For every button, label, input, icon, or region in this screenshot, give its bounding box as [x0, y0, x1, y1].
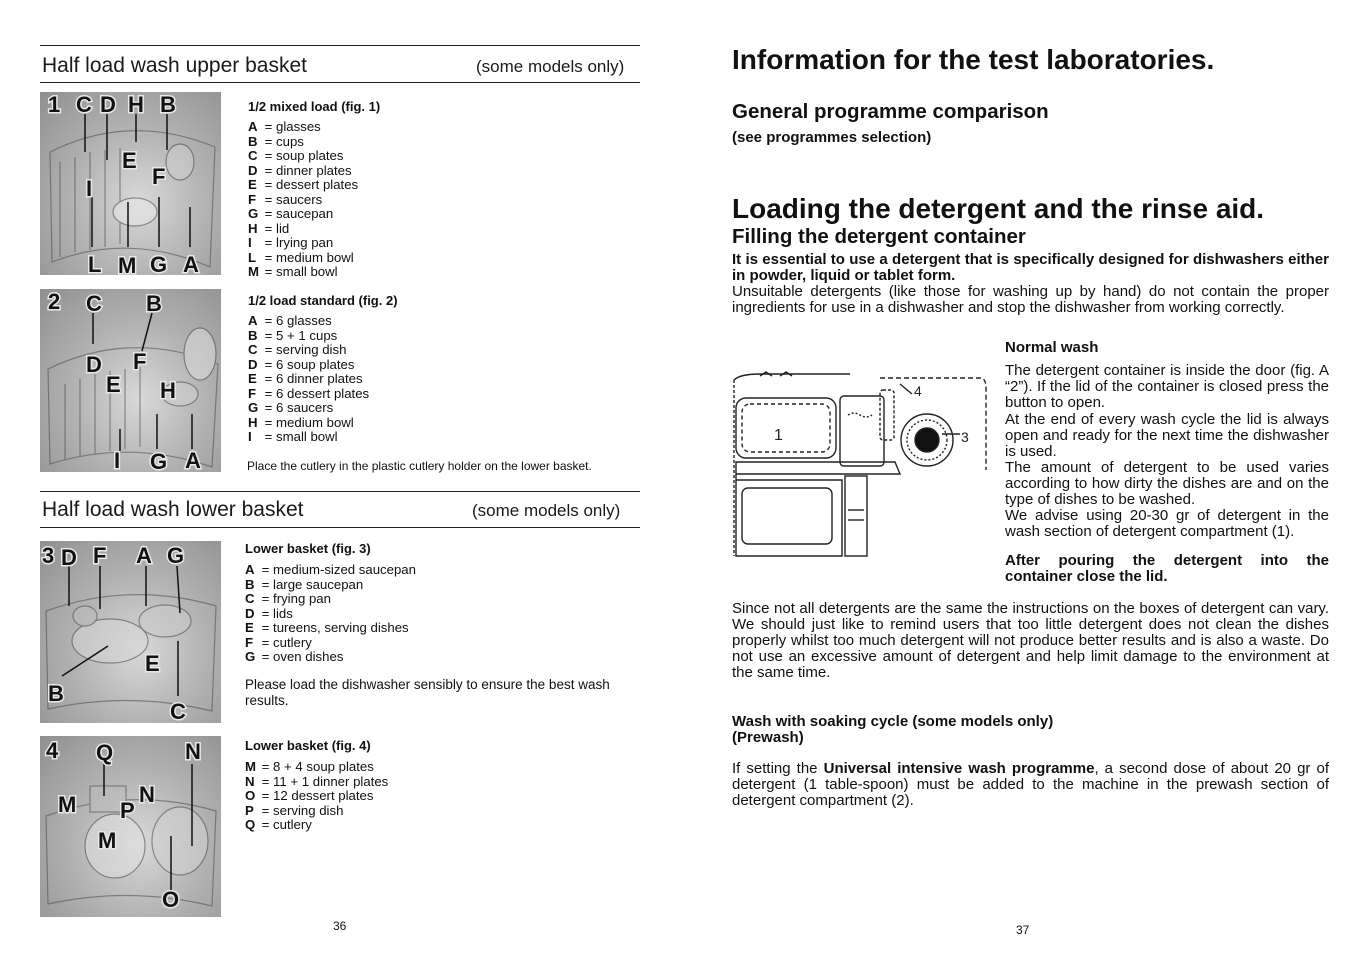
- fig3-label: B: [48, 681, 64, 706]
- since-not-all-text: Since not all detergents are the same the instructions on the boxes of detergent can vary. We should just like to remind users that too little detergent does not clean the dishes properly whilst too much detergent will not produce better results and is also a waste. Do not use an excessive amount of detergent and help limit damage to the environment at the same time.: [732, 600, 1329, 681]
- fig3-label: F: [93, 543, 107, 568]
- legend-row: [248, 372, 369, 387]
- fig1-label: F: [152, 164, 166, 189]
- soaking-cycle-title: Wash with soaking cycle (some models only): [732, 713, 1054, 730]
- fig4-title: Lower basket (fig. 4): [245, 738, 371, 753]
- legend-text: = medium bowl: [264, 249, 354, 265]
- fig2-label: A: [185, 448, 201, 472]
- fig1-number: 1: [48, 92, 61, 117]
- legend-text: = lids: [261, 605, 293, 621]
- lower-section-note: (some models only): [472, 501, 621, 520]
- upper-section-note: (some models only): [476, 57, 625, 76]
- soak-text-bold: Universal intensive wash programme: [823, 760, 1095, 777]
- fig1-label: M: [118, 253, 137, 275]
- fig2-label: F: [133, 349, 147, 374]
- soak-text-pre: If setting the: [732, 760, 824, 777]
- legend-row: [245, 760, 388, 775]
- legend-row: [248, 358, 369, 373]
- fig3-legend: [245, 563, 416, 665]
- fig4-number: 4: [46, 738, 59, 763]
- after-pouring-text: After pouring the detergent into the container close the lid.: [1005, 552, 1329, 585]
- legend-text: = saucepan: [264, 206, 334, 221]
- legend-key: C: [248, 342, 258, 357]
- fig3-label: D: [61, 545, 77, 570]
- legend-key: E: [248, 371, 257, 386]
- legend-row: [248, 178, 358, 193]
- legend-key: N: [245, 773, 255, 789]
- fig4-label: P: [120, 798, 135, 823]
- fig1-label: A: [183, 252, 199, 275]
- fig4-label: N: [139, 782, 155, 807]
- fig2-label: E: [106, 372, 121, 397]
- legend-text: = glasses: [264, 119, 321, 134]
- lower-section-title: Half load wash lower basket: [42, 498, 304, 521]
- legend-text: = lrying pan: [264, 235, 334, 250]
- fig2-title: 1/2 load standard (fig. 2): [248, 293, 398, 308]
- legend-key: M: [248, 264, 259, 279]
- diagram-label-4: 4: [914, 383, 922, 399]
- legend-key: L: [248, 249, 257, 265]
- normal-wash-p4: We advise using 20-30 gr of detergent in the wash section of detergent compartment (1).: [1005, 507, 1329, 540]
- fig1-label: H: [128, 92, 144, 117]
- legend-text: = medium bowl: [264, 414, 354, 430]
- legend-text: = small bowl: [264, 429, 338, 444]
- fig3-label: E: [145, 651, 160, 676]
- fig1-label: C: [76, 92, 92, 117]
- fig2-note: Place the cutlery in the plastic cutlery holder on the lower basket.: [247, 459, 592, 473]
- legend-key: F: [248, 385, 257, 401]
- fig1-title: 1/2 mixed load (fig. 1): [248, 99, 381, 114]
- fig2-label: B: [146, 291, 162, 316]
- legend-text: = 6 glasses: [264, 313, 332, 328]
- legend-text: = 5 + 1 cups: [264, 327, 338, 343]
- legend-key: D: [248, 356, 258, 372]
- fig1-label: D: [100, 92, 116, 117]
- fig2-label: H: [160, 378, 176, 403]
- heading-programme-comparison: General programme comparison: [732, 100, 1049, 123]
- fig1-label: G: [150, 252, 168, 275]
- prewash-title: (Prewash): [732, 729, 804, 746]
- fig2-number: 2: [48, 289, 61, 314]
- fig1-label: I: [86, 176, 93, 201]
- legend-text: = soup plates: [264, 148, 344, 163]
- upper-section-top-rule: [40, 45, 640, 46]
- normal-wash-p1: The detergent container is inside the door (fig. A “2”). If the lid of the container is closed press the button to open.: [1005, 362, 1329, 411]
- legend-row: [245, 775, 388, 790]
- fig1-label: E: [122, 148, 137, 173]
- legend-row: [248, 135, 358, 150]
- legend-key: G: [245, 649, 256, 664]
- legend-row: [248, 329, 369, 344]
- legend-row: [248, 401, 369, 416]
- legend-text: = 6 dinner plates: [264, 371, 363, 386]
- fig3-title: Lower basket (fig. 3): [245, 541, 371, 556]
- legend-text: = cups: [264, 133, 304, 149]
- legend-key: P: [245, 802, 254, 818]
- unsuitable-detergents-text: Unsuitable detergents (like those for washing up by hand) do not contain the proper ingredients for use in a dishwasher and stop the dishwasher from working correctly.: [732, 283, 1329, 316]
- upper-section-bottom-rule: [40, 82, 640, 83]
- legend-key: E: [245, 620, 254, 635]
- legend-text: = dessert plates: [264, 177, 359, 192]
- normal-wash-p3: The amount of detergent to be used varies according to how dirty the dishes are and on the type of dishes to be washed.: [1005, 459, 1329, 508]
- legend-row: [248, 265, 358, 280]
- lower-section-bottom-rule: [40, 527, 640, 528]
- fig1-label: L: [88, 252, 102, 275]
- legend-row: [245, 563, 416, 578]
- legend-row: [248, 149, 358, 164]
- fig3-label: A: [136, 543, 152, 568]
- legend-text: = 11 + 1 dinner plates: [261, 773, 389, 789]
- diagram-label-3: 3: [961, 429, 969, 445]
- legend-row: [245, 578, 416, 593]
- legend-key: A: [248, 313, 258, 328]
- legend-key: B: [248, 133, 258, 149]
- legend-text: = tureens, serving dishes: [261, 620, 409, 635]
- legend-row: [248, 387, 369, 402]
- legend-row: [245, 592, 416, 607]
- legend-key: O: [245, 788, 256, 803]
- legend-key: A: [245, 562, 255, 577]
- fig3-number: 3: [42, 543, 55, 568]
- legend-key: A: [248, 119, 258, 134]
- legend-row: [248, 164, 358, 179]
- fig4-label: M: [98, 828, 117, 853]
- legend-key: F: [245, 634, 254, 650]
- legend-row: [248, 416, 369, 431]
- legend-row: [245, 607, 416, 622]
- fig1-photo: [40, 92, 221, 275]
- legend-row: [248, 430, 369, 445]
- legend-text: = saucers: [264, 191, 323, 207]
- fig3-label: C: [170, 699, 186, 723]
- lower-section-top-rule: [40, 491, 640, 492]
- legend-text: = 6 saucers: [264, 400, 334, 415]
- legend-text: = 12 dessert plates: [261, 788, 374, 803]
- legend-text: = dinner plates: [264, 162, 352, 178]
- soak-text-post: , a second dose of about 20 gr of detergent (1 table-spoon) must be added to the machine in the prewash section of detergent compartment (2).: [732, 760, 1330, 809]
- fig4-label: Q: [96, 740, 114, 765]
- legend-key: C: [248, 148, 258, 163]
- legend-row: [245, 650, 416, 665]
- legend-row: [248, 222, 358, 237]
- legend-text: = 8 + 4 soup plates: [261, 759, 374, 774]
- legend-row: [245, 818, 388, 833]
- fig2-label: G: [150, 449, 168, 472]
- legend-text: = serving dish: [261, 802, 344, 818]
- heading-filling-container: Filling the detergent container: [732, 225, 1026, 248]
- fig1-label: B: [160, 92, 176, 117]
- fig2-legend: [248, 314, 369, 445]
- normal-wash-p2: At the end of every wash cycle the lid is always open and ready for the next time the dishwasher is used.: [1005, 411, 1329, 460]
- universal-intensive-text: [732, 761, 1329, 809]
- legend-row: [248, 236, 358, 251]
- legend-row: [245, 621, 416, 636]
- fig4-label: N: [185, 739, 201, 764]
- legend-key: I: [248, 235, 252, 250]
- legend-key: H: [248, 220, 258, 236]
- legend-key: G: [248, 206, 259, 221]
- fig1-legend: [248, 120, 358, 280]
- diagram-label-1: 1: [774, 427, 783, 444]
- legend-key: G: [248, 400, 259, 415]
- legend-row: [245, 804, 388, 819]
- legend-row: [248, 314, 369, 329]
- legend-key: M: [245, 759, 256, 774]
- legend-row: [248, 193, 358, 208]
- normal-wash-title: Normal wash: [1005, 339, 1099, 356]
- legend-row: [245, 789, 388, 804]
- legend-key: F: [248, 191, 257, 207]
- legend-row: [248, 120, 358, 135]
- legend-key: E: [248, 177, 257, 192]
- legend-key: C: [245, 591, 255, 606]
- legend-row: [248, 343, 369, 358]
- legend-key: D: [248, 162, 258, 178]
- legend-text: = 6 dessert plates: [264, 385, 370, 401]
- legend-text: = large saucepan: [261, 576, 364, 592]
- fig2-label: I: [114, 448, 121, 472]
- fig3-photo: [40, 541, 221, 723]
- legend-row: [248, 251, 358, 266]
- fig4-legend: [245, 760, 388, 833]
- page-number-left: 36: [333, 919, 347, 933]
- fig4-label: O: [162, 887, 180, 912]
- legend-row: [245, 636, 416, 651]
- fig2-label: C: [86, 291, 102, 316]
- fig4-label: M: [58, 792, 77, 817]
- legend-text: = 6 soup plates: [264, 356, 355, 372]
- see-programmes-selection: (see programmes selection): [732, 129, 932, 146]
- legend-text: = lid: [264, 220, 290, 236]
- legend-key: B: [248, 327, 258, 343]
- legend-text: = serving dish: [264, 342, 347, 357]
- heading-loading-detergent: Loading the detergent and the rinse aid.: [732, 193, 1265, 224]
- legend-key: B: [245, 576, 255, 592]
- legend-text: = cutlery: [261, 634, 312, 650]
- legend-text: = cutlery: [261, 817, 312, 832]
- legend-text: = oven dishes: [261, 649, 344, 664]
- legend-key: D: [245, 605, 255, 621]
- fig2-label: D: [86, 352, 102, 377]
- fig3-note: Please load the dishwasher sensibly to ensure the best wash results.: [245, 677, 610, 708]
- legend-key: Q: [245, 817, 256, 832]
- legend-text: = medium-sized saucepan: [261, 562, 416, 577]
- legend-row: [248, 207, 358, 222]
- legend-key: I: [248, 429, 252, 444]
- fig3-label: G: [167, 543, 185, 568]
- heading-info-test-labs: Information for the test laboratories.: [732, 44, 1215, 75]
- page-number-right: 37: [1016, 923, 1030, 937]
- essential-detergent-text: It is essential to use a detergent that is specifically designed for dishwashers either in powder, liquid or tablet form.: [732, 251, 1329, 284]
- fig4-photo: [40, 736, 221, 917]
- fig2-photo: [40, 289, 221, 472]
- legend-text: = small bowl: [264, 264, 338, 279]
- legend-text: = frying pan: [261, 591, 331, 606]
- detergent-container-diagram: [730, 370, 990, 560]
- legend-key: H: [248, 414, 258, 430]
- upper-section-title: Half load wash upper basket: [42, 54, 307, 77]
